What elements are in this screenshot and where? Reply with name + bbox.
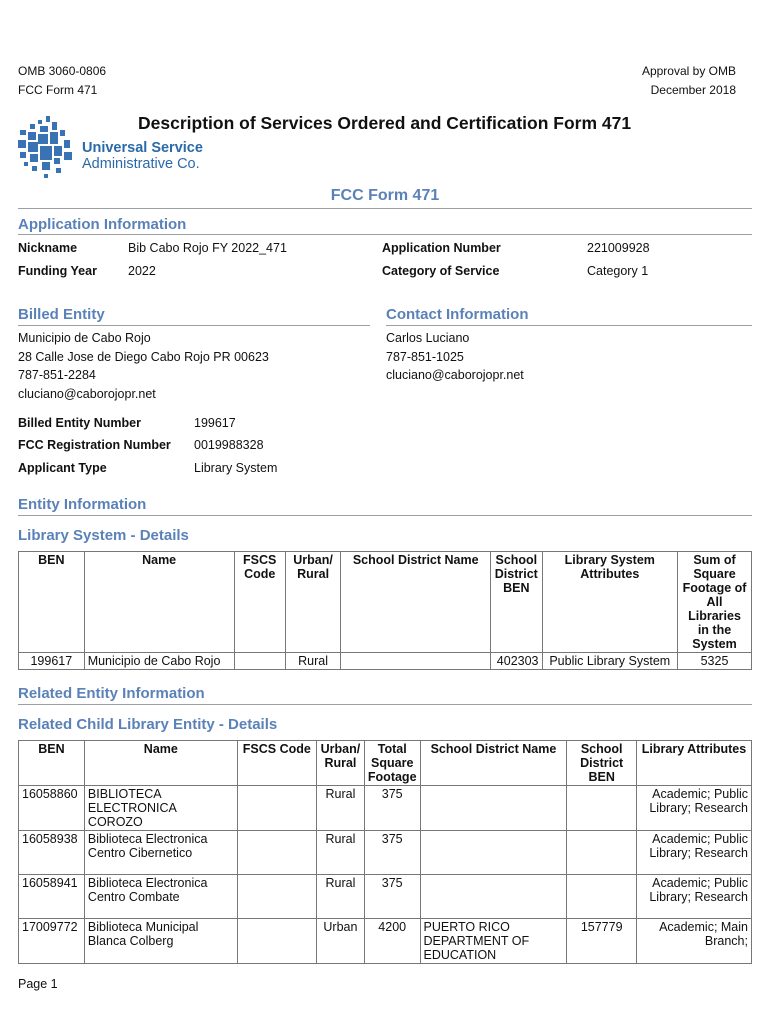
cell-fscs [234, 653, 285, 670]
fcc-reg-label: FCC Registration Number [18, 438, 171, 452]
related-child-details-heading: Related Child Library Entity - Details [18, 716, 278, 733]
col-name: Name [84, 552, 234, 653]
cell-district-name [420, 875, 567, 919]
cell-name: Biblioteca Electronica Centro Combate [84, 875, 237, 919]
omb-number: OMB 3060-0806 [18, 64, 107, 78]
usac-logo-text [82, 140, 203, 172]
cell-sqft: 375 [364, 875, 420, 919]
cell-name: Biblioteca Electronica Centro Cibernetico [84, 831, 237, 875]
cell-urban-rural: Urban [316, 919, 364, 964]
billed-entity-email: cluciano@caborojopr.net [18, 386, 156, 401]
page-number: Page 1 [18, 977, 58, 991]
cell-sqft: 4200 [364, 919, 420, 964]
related-entity-heading: Related Entity Information [18, 685, 205, 702]
category-value: Category 1 [587, 264, 649, 278]
table-row [19, 653, 752, 670]
cell-fscs [237, 875, 316, 919]
app-number-value: 221009928 [587, 241, 650, 255]
cell-attributes: Academic; Public Library; Research [636, 831, 751, 875]
cell-urban-rural: Rural [316, 875, 364, 919]
cell-district-ben [567, 831, 637, 875]
contact-name: Carlos Luciano [386, 331, 470, 345]
col-urban-rural: Urban/ Rural [285, 552, 340, 653]
col-district-name: School District Name [420, 741, 567, 786]
logo-line1: Universal Service [82, 140, 203, 156]
col-sqft: Sum of Square Footage of All Libraries in the System [678, 552, 752, 653]
logo-line2: Administrative Co. [82, 156, 200, 172]
cell-district-ben: 402303 [491, 653, 542, 670]
table-header-row [19, 741, 752, 786]
approval-text: Approval by OMB [641, 64, 736, 78]
cell-attributes: Public Library System [542, 653, 678, 670]
col-attributes: Library Attributes [636, 741, 751, 786]
related-entity-divider [18, 704, 752, 705]
cell-attributes: Academic; Main Branch; [636, 919, 751, 964]
cell-name: Biblioteca Municipal Blanca Colberg [84, 919, 237, 964]
col-district-ben: School District BEN [567, 741, 637, 786]
category-label: Category of Service [382, 264, 500, 278]
billed-entity-address: 28 Calle Jose de Diego Cabo Rojo PR 00623 [18, 349, 269, 364]
col-district-ben: School District BEN [491, 552, 542, 653]
header-left [18, 62, 106, 100]
applicant-type-label: Applicant Type [18, 461, 107, 475]
col-ben: BEN [19, 741, 85, 786]
col-fscs: FSCS Code [234, 552, 285, 653]
ben-label: Billed Entity Number [18, 416, 141, 430]
table-header-row [19, 552, 752, 653]
application-info-heading: Application Information [18, 216, 187, 233]
cell-district-name [420, 786, 567, 831]
col-name: Name [84, 741, 237, 786]
cell-urban-rural: Rural [316, 831, 364, 875]
table-row [19, 831, 752, 875]
cell-sqft: 375 [364, 831, 420, 875]
cell-fscs [237, 919, 316, 964]
cell-attributes: Academic; Public Library; Research [636, 786, 751, 831]
col-ben: BEN [19, 552, 85, 653]
cell-name: BIBLIOTECA ELECTRONICA COROZO [84, 786, 237, 831]
cell-ben: 16058941 [19, 875, 85, 919]
contact-info-heading: Contact Information [386, 306, 529, 323]
col-urban-rural: Urban/ Rural [316, 741, 364, 786]
applicant-type-value: Library System [194, 461, 278, 475]
billed-entity-heading: Billed Entity [18, 306, 105, 323]
funding-year-value: 2022 [128, 264, 156, 278]
billed-entity-phone: 787-851-2284 [18, 368, 96, 382]
table-row [19, 875, 752, 919]
library-system-details-heading: Library System - Details [18, 527, 189, 544]
col-fscs: FSCS Code [237, 741, 316, 786]
entity-info-divider [18, 515, 752, 516]
billed-entity-name: Municipio de Cabo Rojo [18, 331, 151, 345]
header-right [642, 62, 736, 100]
ben-value: 199617 [194, 416, 236, 430]
cell-urban-rural: Rural [285, 653, 340, 670]
title-divider [18, 208, 752, 209]
nickname-label: Nickname [18, 241, 78, 255]
cell-ben: 199617 [19, 653, 85, 670]
fcc-reg-value: 0019988328 [194, 438, 264, 452]
contact-block [386, 329, 524, 385]
col-attributes: Library System Attributes [542, 552, 678, 653]
col-district-name: School District Name [341, 552, 491, 653]
nickname-value: Bib Cabo Rojo FY 2022_471 [128, 241, 287, 255]
billed-entity-divider [18, 325, 370, 326]
cell-district-name [420, 831, 567, 875]
cell-fscs [237, 786, 316, 831]
cell-district-name [341, 653, 491, 670]
app-number-label: Application Number [382, 241, 501, 255]
cell-sqft: 375 [364, 786, 420, 831]
cell-district-name: PUERTO RICO DEPARTMENT OF EDUCATION [420, 919, 567, 964]
cell-sqft: 5325 [678, 653, 752, 670]
contact-divider [386, 325, 752, 326]
billed-entity-address-block [18, 329, 269, 403]
col-sqft: Total Square Footage [364, 741, 420, 786]
library-system-table [18, 551, 752, 670]
cell-urban-rural: Rural [316, 786, 364, 831]
approval-date: December 2018 [650, 83, 736, 97]
cell-fscs [237, 831, 316, 875]
cell-district-ben [567, 875, 637, 919]
cell-name: Municipio de Cabo Rojo [84, 653, 234, 670]
cell-ben: 17009772 [19, 919, 85, 964]
contact-phone: 787-851-1025 [386, 349, 464, 364]
related-child-table [18, 740, 752, 964]
entity-info-heading: Entity Information [18, 496, 147, 513]
form-subtitle: FCC Form 471 [330, 187, 440, 204]
cell-ben: 16058860 [19, 786, 85, 831]
cell-district-ben: 157779 [567, 919, 637, 964]
application-divider [18, 234, 752, 235]
contact-email: cluciano@caborojopr.net [386, 368, 524, 382]
table-row [19, 919, 752, 964]
usac-logo-icon [16, 114, 78, 184]
form-number: FCC Form 471 [18, 83, 98, 97]
cell-ben: 16058938 [19, 831, 85, 875]
page-title: Description of Services Ordered and Certification Form 471 [138, 113, 632, 133]
cell-district-ben [567, 786, 637, 831]
funding-year-label: Funding Year [18, 264, 97, 278]
cell-attributes: Academic; Public Library; Research [636, 875, 751, 919]
table-row [19, 786, 752, 831]
